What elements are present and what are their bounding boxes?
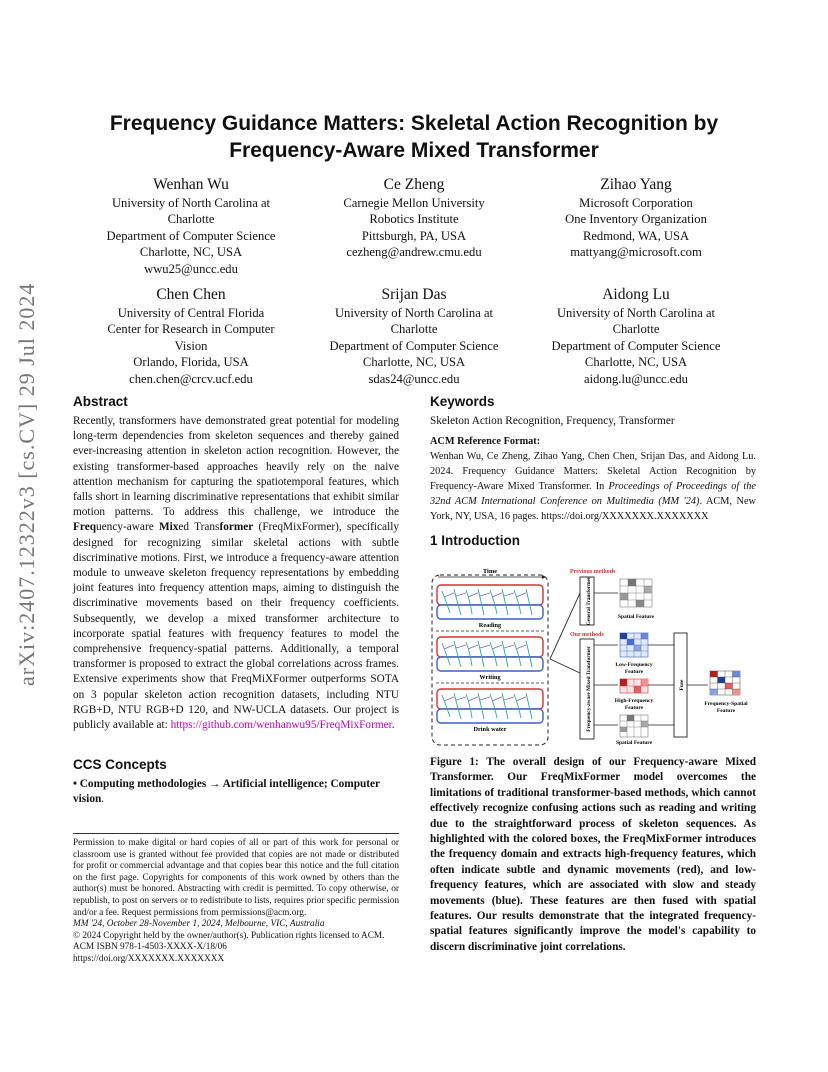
freq-spatial-grid bbox=[710, 671, 740, 695]
arxiv-watermark: arXiv:2407.12322v3 [cs.CV] 29 Jul 2024 bbox=[14, 282, 39, 686]
ccs-heading: CCS Concepts bbox=[73, 757, 167, 772]
low-frequency-grid bbox=[620, 633, 648, 657]
spatial-feature-label-2: Spatial Feature bbox=[615, 740, 653, 746]
acm-ref-text bbox=[430, 449, 756, 524]
spatial-feature-label: Spatial Feature bbox=[617, 614, 655, 620]
abstract-part: . bbox=[391, 719, 395, 732]
reading-sequence bbox=[437, 585, 543, 619]
ccs-concepts: • Computing methodologies → Artificial intelligence; Computer vision bbox=[73, 778, 380, 806]
arrows-to-fuse bbox=[648, 645, 674, 725]
branch-top bbox=[550, 593, 580, 659]
author-email: chen.chen@crcv.ucf.edu bbox=[129, 371, 253, 386]
author-affil: Microsoft Corporation bbox=[579, 196, 693, 210]
abstract-bold: former bbox=[219, 521, 254, 534]
abstract-part: uency-aware bbox=[96, 521, 159, 534]
author-affil: University of Central Florida bbox=[117, 306, 265, 320]
fuse-label: Fuse bbox=[679, 679, 685, 691]
author-affil: Department of Computer Science bbox=[329, 338, 499, 353]
author-name: Chen Chen bbox=[156, 286, 226, 303]
author-name: Srijan Das bbox=[381, 286, 447, 303]
acm-ref-part: . ACM, New York, NY, USA, 16 pages. https://doi.org/XXXXXXX.XXXXXXX bbox=[430, 496, 756, 522]
author-affil: Robotics Institute bbox=[369, 212, 459, 227]
acm-ref-italic: Proceedings of Proceedings of the 32nd ACM International Conference on Multimedia (MM '24) bbox=[430, 481, 756, 507]
author-name: Ce Zheng bbox=[383, 176, 445, 193]
figure-svg bbox=[430, 563, 760, 751]
intro-heading: 1 Introduction bbox=[430, 533, 520, 548]
freq-spatial-label: Frequency-Spatial bbox=[704, 701, 748, 707]
author-name: Zihao Yang bbox=[600, 176, 672, 193]
author-block bbox=[299, 285, 529, 387]
writing-label: Writing bbox=[479, 674, 501, 681]
paper-title bbox=[72, 110, 756, 164]
project-link[interactable]: https://github.com/wenhanwu95/FreqMixFormer bbox=[170, 719, 392, 732]
author-affil: Center for Research in Computer bbox=[107, 322, 275, 337]
drink-sequence bbox=[437, 689, 543, 723]
permission-block bbox=[73, 838, 399, 966]
abstract-heading: Abstract bbox=[73, 394, 128, 409]
author-block bbox=[76, 285, 306, 387]
time-arrow-head bbox=[542, 575, 546, 579]
author-affil: One Inventory Organization bbox=[565, 212, 707, 227]
spatial-feature-grid-1 bbox=[620, 579, 652, 607]
author-affil: Department of Computer Science bbox=[551, 338, 721, 353]
author-email: aidong.lu@uncc.edu bbox=[584, 371, 688, 386]
low-feature-label: Feature bbox=[624, 669, 644, 675]
figure-1 bbox=[430, 563, 760, 751]
author-email: sdas24@uncc.edu bbox=[368, 371, 460, 386]
ccs-end: . bbox=[101, 793, 105, 806]
author-affil: Charlotte bbox=[612, 322, 660, 337]
high-feature-label: Feature bbox=[624, 705, 644, 711]
author-affil: Charlotte, NC, USA bbox=[584, 355, 688, 370]
isbn-line: ACM ISBN 978-1-4503-XXXX-X/18/06 bbox=[73, 942, 227, 953]
author-block bbox=[521, 175, 751, 261]
author-affil: University of North Carolina at bbox=[556, 306, 716, 320]
venue-line: MM '24, October 28-November 1, 2024, Melbourne, VIC, Australia bbox=[73, 919, 325, 930]
abstract-part: Recently, transformers have demonstrated great potential for modeling long-term dependencies from skeleton sequences and thereby gained ever-increasing attention in skeleton action recognition. However, the existing transformer-based approaches heavily rely on the naive attention mechanism for capturing the spatiotemporal features, which falls short in learning discriminative representations that exhibit similar motion patterns. To address this challenge, we introduce the bbox=[73, 415, 399, 519]
abstract-bold: Mix bbox=[158, 521, 179, 534]
copyright-line: © 2024 Copyright held by the owner/author(s). Publication rights licensed to ACM. bbox=[73, 930, 385, 941]
author-affil: Carnegie Mellon University bbox=[343, 196, 485, 210]
keywords-text: Skeleton Action Recognition, Frequency, Transformer bbox=[430, 415, 675, 427]
author-email: wwu25@uncc.edu bbox=[144, 261, 238, 276]
drink-label: Drink water bbox=[473, 726, 507, 733]
high-frequency-label: High-Frequency bbox=[614, 698, 654, 704]
author-affil: Redmond, WA, USA bbox=[582, 228, 690, 243]
general-transformer-label: General Transformer bbox=[586, 576, 592, 626]
acm-ref-heading: ACM Reference Format: bbox=[430, 436, 541, 447]
permission-text: Permission to make digital or hard copies of all or part of this work for personal or classroom use is granted without fee provided that copies are not made or distributed for profit or commercial advantage and that copies bear this notice and the full citation on the first page. Copyrights for components of this work owned by others than the author(s) must be honored. Abstracting with credit is permitted. To copy otherwise, or republish, to post on servers or to redistribute to lists, requires prior specific permission and/or a fee. Request permissions from permissions@acm.org. bbox=[73, 838, 399, 918]
author-block bbox=[521, 285, 751, 387]
author-affil: Charlotte, NC, USA bbox=[362, 355, 466, 370]
author-affil: Pittsburgh, PA, USA bbox=[361, 228, 467, 243]
author-name: Aidong Lu bbox=[602, 286, 670, 303]
time-label: Time bbox=[482, 568, 498, 575]
abstract-text bbox=[73, 414, 399, 733]
spatial-feature-grid-2 bbox=[620, 715, 648, 737]
author-affil: Orlando, Florida, USA bbox=[133, 355, 249, 370]
author-affil: Department of Computer Science bbox=[106, 228, 276, 243]
title-line-1: Frequency Guidance Matters: Skeletal Action Recognition by bbox=[109, 112, 719, 135]
author-affil: Charlotte, NC, USA bbox=[139, 245, 243, 260]
abstract-bold: Freq bbox=[73, 521, 97, 534]
author-name: Wenhan Wu bbox=[153, 176, 229, 193]
arrows-to-features bbox=[594, 645, 618, 725]
reading-label: Reading bbox=[478, 622, 502, 629]
abstract-part: (FreqMixFormer), specifically designed for recognizing similar skeletal actions with subtle discriminative motions. First, we introduce a frequency-aware attention module to unweave skeleton frequency representations by embedding joint features into frequency attention maps, aiming to distinguish the discriminative movements based on their frequency coefficients. Subsequently, we develop a mixed transformer architecture to incorporate spatial features with frequency features to model the comprehensive frequency-spatial patterns. Additionally, a temporal transformer is proposed to extract the global correlations across frames. Extensive experiments show that FreqMiXFormer outperforms SOTA on 3 popular skeleton action recognition datasets, including NTU RGB+D, NTU RGB+D 120, and NW-UCLA datasets. Our project is publicly available at: bbox=[73, 521, 399, 732]
author-affil: Charlotte bbox=[390, 322, 438, 337]
previous-methods-label: Previous methods bbox=[570, 569, 616, 575]
freq-spatial-feature-label: Feature bbox=[716, 708, 736, 714]
keywords-heading: Keywords bbox=[430, 394, 495, 409]
doi-line: https://doi.org/XXXXXXX.XXXXXXX bbox=[73, 953, 225, 964]
author-affil: Vision bbox=[174, 338, 208, 353]
author-block bbox=[299, 175, 529, 261]
branch-bottom bbox=[550, 659, 580, 673]
ccs-text bbox=[73, 777, 399, 807]
author-block bbox=[76, 175, 306, 277]
acm-ref-part: Wenhan Wu, Ce Zheng, Zihao Yang, Chen Chen, Srijan Das, and Aidong Lu. 2024. Frequency Guidance Matters: Skeletal Action Recognition by Frequency-Aware Mixed Transformer. In bbox=[430, 451, 756, 492]
low-frequency-label: Low-Frequency bbox=[615, 662, 653, 668]
title-line-2: Frequency-Aware Mixed Transformer bbox=[229, 139, 599, 162]
abstract-part: ed Trans bbox=[178, 521, 220, 534]
author-affil: Charlotte bbox=[167, 212, 215, 227]
writing-sequence bbox=[437, 637, 543, 671]
author-affil: University of North Carolina at bbox=[111, 196, 271, 210]
freq-mixed-label: Frequency-aware Mixed Transformer bbox=[586, 646, 592, 732]
high-frequency-grid bbox=[620, 679, 648, 693]
author-email: mattyang@microsoft.com bbox=[570, 245, 702, 260]
author-affil: University of North Carolina at bbox=[334, 306, 494, 320]
footnote-rule bbox=[73, 833, 399, 834]
figure-caption: Figure 1: The overall design of our Frequency-aware Mixed Transformer. Our FreqMixFormer model overcomes the limitations of traditional transformer-based methods, which cannot effectively recognize confusing actions such as reading and writing due to the straightforward process of skeleton sequences. As highlighted with the colored boxes, the FreqMixFormer introduces the frequency domain and extracts high-frequency features, which often indicate subtle and dynamic movements (red), and low-frequency features, which are associated with slow and steady movements (blue). These features are then fused with spatial features. Our results demonstrate that the integrated frequency-spatial features significantly improve the model's capability to discern discriminative joint correlations. bbox=[430, 756, 756, 953]
author-email: cezheng@andrew.cmu.edu bbox=[346, 245, 482, 260]
our-methods-label: Our methods bbox=[570, 632, 604, 638]
